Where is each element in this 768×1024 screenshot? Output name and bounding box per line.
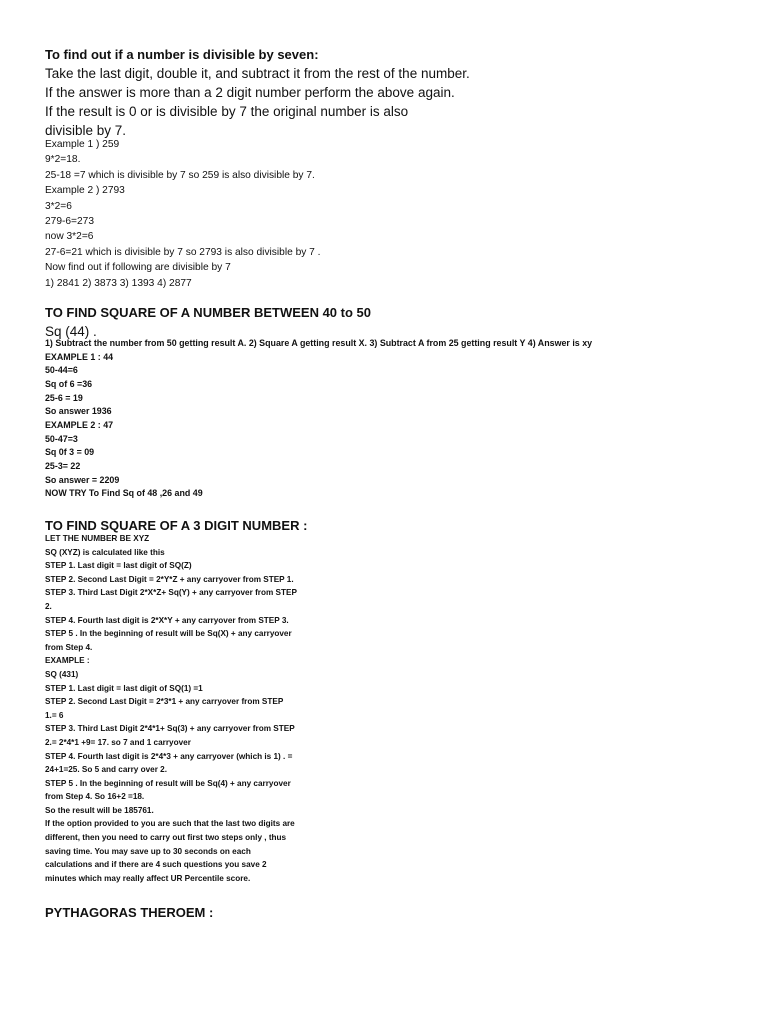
step-line: STEP 3. Third Last Digit 2*X*Z+ Sq(Y) + any carryover from STEP xyxy=(45,588,297,598)
section-heading: TO FIND SQUARE OF A NUMBER BETWEEN 40 to 50 xyxy=(45,305,371,320)
tip-line: minutes which may really affect UR Percentile score. xyxy=(45,873,251,883)
tip-line: If the option provided to you are such that the last two digits are xyxy=(45,819,295,829)
example-line: 27-6=21 which is divisible by 7 so 2793 is also divisible by 7 . xyxy=(45,246,321,258)
steps-line: 1) Subtract the number from 50 getting result A. 2) Square A getting result X. 3) Subtract A from 25 getting result Y 4) Answer is xy xyxy=(45,338,593,348)
section-heading: TO FIND SQUARE OF A 3 DIGIT NUMBER : xyxy=(45,518,308,533)
example-line: 279-6=273 xyxy=(45,216,95,228)
result-line: So the result will be 185761. xyxy=(45,805,154,815)
example-line: 3*2=6 xyxy=(45,200,72,212)
tip-line: calculations and if there are 4 such questions you save 2 xyxy=(45,860,267,870)
divisible-examples xyxy=(45,137,748,291)
pythagoras-section xyxy=(45,903,748,922)
practice-line: 1) 2841 2) 3873 3) 1393 4) 2877 xyxy=(45,277,192,289)
example-line: 50-44=6 xyxy=(45,365,78,376)
example-line: STEP 3. Third Last Digit 2*4*1+ Sq(3) + any carryover from STEP xyxy=(45,724,295,734)
example-line: 25-6 = 19 xyxy=(45,392,83,403)
example-line: STEP 4. Fourth last digit is 2*4*3 + any carryover (which is 1) . = xyxy=(45,751,293,761)
example-line: So answer = 2209 xyxy=(45,474,120,485)
section-subheading: Sq (44) . xyxy=(45,324,97,339)
example-line: 24+1=25. So 5 and carry over 2. xyxy=(45,765,167,775)
example-line: 9*2=18. xyxy=(45,154,81,166)
example-line: from Step 4. So 16+2 =18. xyxy=(45,792,145,802)
example-line: Sq 0f 3 = 09 xyxy=(45,447,95,458)
example-line: EXAMPLE 2 : 47 xyxy=(45,419,114,430)
example-line: EXAMPLE 1 : 44 xyxy=(45,351,114,362)
example-line: STEP 5 . In the beginning of result will be Sq(4) + any carryover xyxy=(45,778,291,788)
intro-line: Take the last digit, double it, and subtract it from the rest of the number. xyxy=(45,66,470,81)
intro-line: If the result is 0 or is divisible by 7 the original number is also xyxy=(45,104,409,119)
example-line: 2.= 2*4*1 +9= 17. so 7 and 1 carryover xyxy=(45,737,191,747)
example-line: STEP 1. Last digit = last digit of SQ(1) =1 xyxy=(45,683,203,693)
example-line: now 3*2=6 xyxy=(45,231,94,243)
example-line: 25-18 =7 which is divisible by 7 so 259 is also divisible by 7. xyxy=(45,169,315,181)
square-40-50-section xyxy=(45,303,748,341)
body-line: LET THE NUMBER BE XYZ xyxy=(45,534,150,543)
example-line: STEP 2. Second Last Digit = 2*3*1 + any carryover from STEP xyxy=(45,697,284,707)
square-3-digit-body xyxy=(45,532,748,885)
example-line: EXAMPLE : xyxy=(45,656,90,666)
divisible-by-seven-section xyxy=(45,45,748,140)
square-40-50-examples xyxy=(45,337,760,501)
intro-line: If the answer is more than a 2 digit number perform the above again. xyxy=(45,85,455,100)
example-line: 1.= 6 xyxy=(45,710,64,720)
example-line: Now find out if following are divisible by 7 xyxy=(45,262,231,274)
intro-line: divisible by 7. xyxy=(45,123,127,138)
step-line: STEP 2. Second Last Digit = 2*Y*Z + any carryover from STEP 1. xyxy=(45,574,294,584)
step-line: STEP 5 . In the beginning of result will be Sq(X) + any carryover xyxy=(45,629,292,639)
step-line: 2. xyxy=(45,601,52,611)
step-line: STEP 1. Last digit = last digit of SQ(Z) xyxy=(45,561,192,571)
example-line: 25-3= 22 xyxy=(45,460,81,471)
example-line: Example 1 ) 259 xyxy=(45,139,120,150)
step-line: STEP 4. Fourth last digit is 2*X*Y + any carryover from STEP 3. xyxy=(45,615,289,625)
tip-line: different, then you need to carry out first two steps only , thus xyxy=(45,833,287,843)
example-line: 50-47=3 xyxy=(45,433,78,444)
section-heading: PYTHAGORAS THEROEM : xyxy=(45,905,214,920)
tip-line: saving time. You may save up to 30 seconds on each xyxy=(45,846,251,856)
example-line: SQ (431) xyxy=(45,669,79,679)
example-line: So answer 1936 xyxy=(45,406,112,417)
practice-line: NOW TRY To Find Sq of 48 ,26 and 49 xyxy=(45,488,203,499)
step-line: from Step 4. xyxy=(45,642,93,652)
example-line: Example 2 ) 2793 xyxy=(45,185,125,197)
body-line: SQ (XYZ) is calculated like this xyxy=(45,547,165,557)
example-line: Sq of 6 =36 xyxy=(45,378,93,389)
section-heading: To find out if a number is divisible by seven: xyxy=(45,47,319,62)
